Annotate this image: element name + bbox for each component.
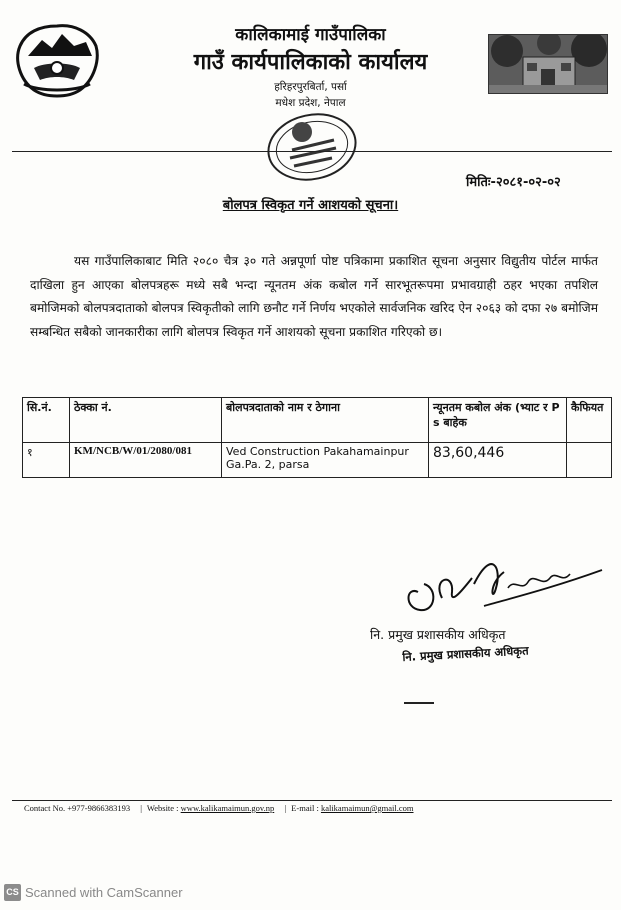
col-header-sn: सि.नं.	[23, 398, 70, 443]
watermark-text: Scanned with CamScanner	[25, 885, 183, 900]
notice-date: मितिः-२०८१-०२-०२	[466, 175, 561, 190]
cell-contract: KM/NCB/W/01/2080/081	[70, 443, 222, 478]
signature-dash	[404, 702, 434, 704]
handwritten-signature	[392, 548, 612, 618]
office-name: गाउँ कार्यपालिकाको कार्यालय	[193, 50, 428, 75]
col-header-bidder: बोलपत्रदाताको नाम र ठेगाना	[222, 398, 429, 443]
table-row	[23, 443, 612, 478]
office-building-photo	[488, 34, 608, 94]
col-header-amount: न्यूनतम कबोल अंक (भ्याट र P s बाहेक	[429, 398, 567, 443]
col-header-contract: ठेक्का नं.	[70, 398, 222, 443]
footer-website-link[interactable]: www.kalikamaimun.gov.np	[180, 803, 275, 813]
municipality-name: कालिकामाई गाउँपालिका	[235, 25, 386, 45]
bidder-address: Ga.Pa. 2, parsa	[226, 458, 310, 471]
bid-table	[22, 397, 612, 478]
bidder-name: Ved Construction Pakahamainpur	[226, 445, 409, 458]
office-province: मधेश प्रदेश, नेपाल	[275, 97, 346, 109]
footer-divider	[12, 800, 612, 801]
table-header-row	[23, 398, 612, 443]
notice-subject	[0, 195, 621, 213]
notice-subject-text: बोलपत्र स्विकृत गर्ने आशयको सूचना।	[222, 198, 399, 213]
footer-email-label: E-mail :	[291, 803, 319, 813]
camscanner-logo-icon: CS	[4, 884, 21, 901]
scanner-watermark	[4, 884, 183, 901]
office-stamp	[262, 110, 362, 184]
footer-email-link[interactable]: kalikamaimun@gmail.com	[320, 803, 414, 813]
footer-separator: |	[140, 803, 142, 813]
footer-contact: Contact No. +977-9866383193	[24, 803, 131, 813]
footer-website-label: Website :	[146, 803, 179, 813]
header-divider	[12, 151, 612, 152]
footer-separator: |	[284, 803, 287, 813]
signatory-title: नि. प्रमुख प्रशासकीय अधिकृत	[370, 627, 506, 642]
cell-bidder	[222, 443, 429, 478]
office-address: हरिहरपुरबिर्ता, पर्सा	[274, 81, 347, 93]
signatory-title-stamp: नि. प्रमुख प्रशासकीय अधिकृत	[402, 643, 529, 664]
col-header-remarks: कैफियत	[567, 398, 612, 443]
cell-sn: १	[23, 443, 70, 478]
cell-amount: 83,60,446	[429, 443, 567, 478]
cell-remarks	[567, 443, 612, 478]
footer	[24, 803, 414, 813]
notice-body: यस गाउँपालिकाबाट मिति २०८० चैत्र ३० गते अन्नपूर्णा पोष्ट पत्रिकामा प्रकाशित सूचना अनुसार विद्युतीय पोर्टल मार्फत दाखिला हुन आएका बोलपत्रहरू मध्ये सबै भन्दा न्यूनतम अंक कबोल गर्ने सारभूतरूपमा प्रभावग्राही ठहर भएका तपशिल बमोजिमको बोलपत्रदाताको बोलपत्र स्विकृतीको लागि छनौट गर्ने निर्णय भएकोले सार्वजनिक खरिद ऐन २०६३ को दफा २७ बमोजिम सम्बन्धित सबैको जानकारीका लागि बोलपत्र स्विकृत गर्ने आशयको सूचना प्रकाशित गरिएको छ।	[30, 254, 598, 339]
